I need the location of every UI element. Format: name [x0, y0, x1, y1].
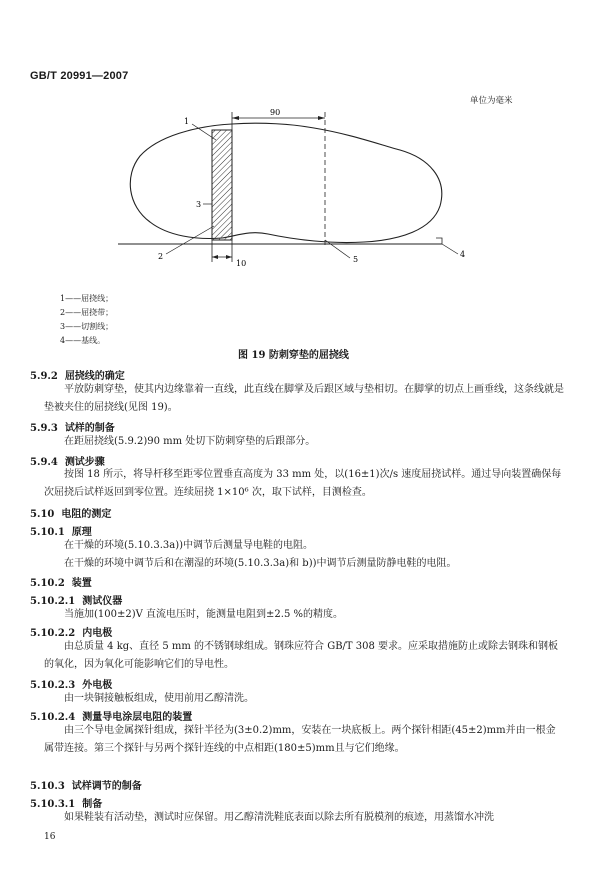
section-title: 屈挠线的确定 — [64, 371, 125, 382]
section-number: 5.10.3 — [30, 781, 65, 792]
callout-1: 1 — [184, 117, 190, 126]
paragraph: 由总质量 4 kg、直径 5 mm 的不锈钢球组成。钢珠应符合 GB/T 308 要求。应采取措施防止或除去钢珠和钢板的氧化，因为氧化可能影响它们的导电性。 — [44, 641, 559, 670]
section-heading — [30, 624, 112, 639]
standard-code: GB/T 20991—2007 — [30, 70, 129, 82]
unit-note: 单位为毫米 — [470, 96, 513, 106]
section-heading — [30, 676, 112, 691]
callout-2: 2 — [158, 252, 164, 261]
section-number: 5.10.2.3 — [30, 680, 76, 691]
section-title: 试样的制备 — [64, 423, 115, 434]
section-number: 5.9.2 — [30, 371, 58, 382]
callout-4: 4 — [460, 250, 466, 259]
paragraph: 在干燥的环境(5.10.3.3a))中调节后测量导电鞋的电阻。 — [64, 540, 314, 551]
legend-item: 2——屈挠带； — [60, 308, 114, 317]
section-title: 试样调节的制备 — [71, 781, 142, 792]
section-number: 5.10.1 — [30, 527, 65, 538]
section-title: 原理 — [71, 527, 92, 538]
paragraph: 由三个导电金属探针组成，探针半径为(3±0.2)mm，安装在一块底板上。两个探针相距(45±2)mm并由一根金属带连接。第三个探针与另两个探针连线的中点相距(180±5)mm且与它们绝缘。 — [44, 725, 556, 754]
legend-item: 3——切割线； — [60, 322, 114, 331]
section-title: 外电极 — [82, 680, 113, 691]
section-number: 5.10.2 — [30, 578, 65, 589]
paragraph: 在距屈挠线(5.9.2)90 mm 处切下防刺穿垫的后跟部分。 — [64, 436, 316, 447]
paragraph: 平放防刺穿垫，使其内边缘靠着一直线，此直线在脚掌及后跟区域与垫相切。在脚掌的切点上画垂线，这条线就是垫被夹住的屈挠线(见图 19)。 — [44, 384, 564, 413]
paragraph: 按图 18 所示，将导杆移至距零位置垂直高度为 33 mm 处，以(16±1)次/s 速度屈挠试样。通过导向装置确保每次屈挠后试样返回到零位置。连续屈挠 1×10⁶ 次，取下试样，目测检查。 — [44, 469, 562, 498]
section-number: 5.10.3.1 — [30, 799, 76, 810]
dimension-90-label: 90 — [270, 108, 281, 117]
section-number: 5.10.2.4 — [30, 712, 76, 723]
insole-outline — [130, 123, 442, 242]
section-heading — [30, 505, 111, 520]
section-heading — [30, 795, 102, 810]
section-heading — [30, 523, 92, 538]
section-heading — [30, 592, 122, 607]
section-heading — [30, 367, 125, 382]
section-number: 5.9.4 — [30, 457, 58, 468]
figure-19-diagram — [0, 0, 600, 300]
section-title: 电阻的测定 — [61, 509, 112, 520]
paragraph: 当施加(100±2)V 直流电压时，能测量电阻到±2.5 %的精度。 — [64, 609, 343, 620]
section-heading — [30, 777, 142, 792]
section-title: 测试步骤 — [64, 457, 105, 468]
paragraph: 在干燥的环境中调节后和在潮湿的环境(5.10.3.3a)和 b))中调节后测量防静电鞋的电阻。 — [64, 558, 457, 569]
section-title: 装置 — [71, 578, 92, 589]
section-number: 5.10.2.2 — [30, 628, 76, 639]
paragraph: 由一块铜接触板组成，使用前用乙醇清洗。 — [64, 693, 254, 704]
legend-item: 4——基线。 — [60, 336, 106, 345]
legend-item: 1——屈挠线； — [60, 294, 114, 303]
page-number: 16 — [44, 832, 56, 842]
paragraph: 如果鞋装有活动垫，测试时应保留。用乙醇清洗鞋底表面以除去所有脱模剂的痕迹，用蒸馏水冲洗 — [64, 812, 494, 823]
section-title: 测试仪器 — [82, 596, 123, 607]
callout-5: 5 — [353, 255, 359, 264]
section-heading — [30, 419, 115, 434]
callout-3: 3 — [196, 200, 202, 209]
section-number: 5.10 — [30, 509, 55, 520]
dimension-10-label: 10 — [236, 259, 247, 268]
section-heading — [30, 574, 92, 589]
section-number: 5.9.3 — [30, 423, 58, 434]
section-title: 测量导电涂层电阻的装置 — [82, 712, 193, 723]
section-title: 内电极 — [82, 628, 113, 639]
section-number: 5.10.2.1 — [30, 596, 76, 607]
section-heading — [30, 708, 192, 723]
flexing-band — [212, 130, 232, 240]
section-title: 制备 — [82, 799, 103, 810]
figure-caption: 图 19 防刺穿垫的屈挠线 — [238, 350, 349, 361]
